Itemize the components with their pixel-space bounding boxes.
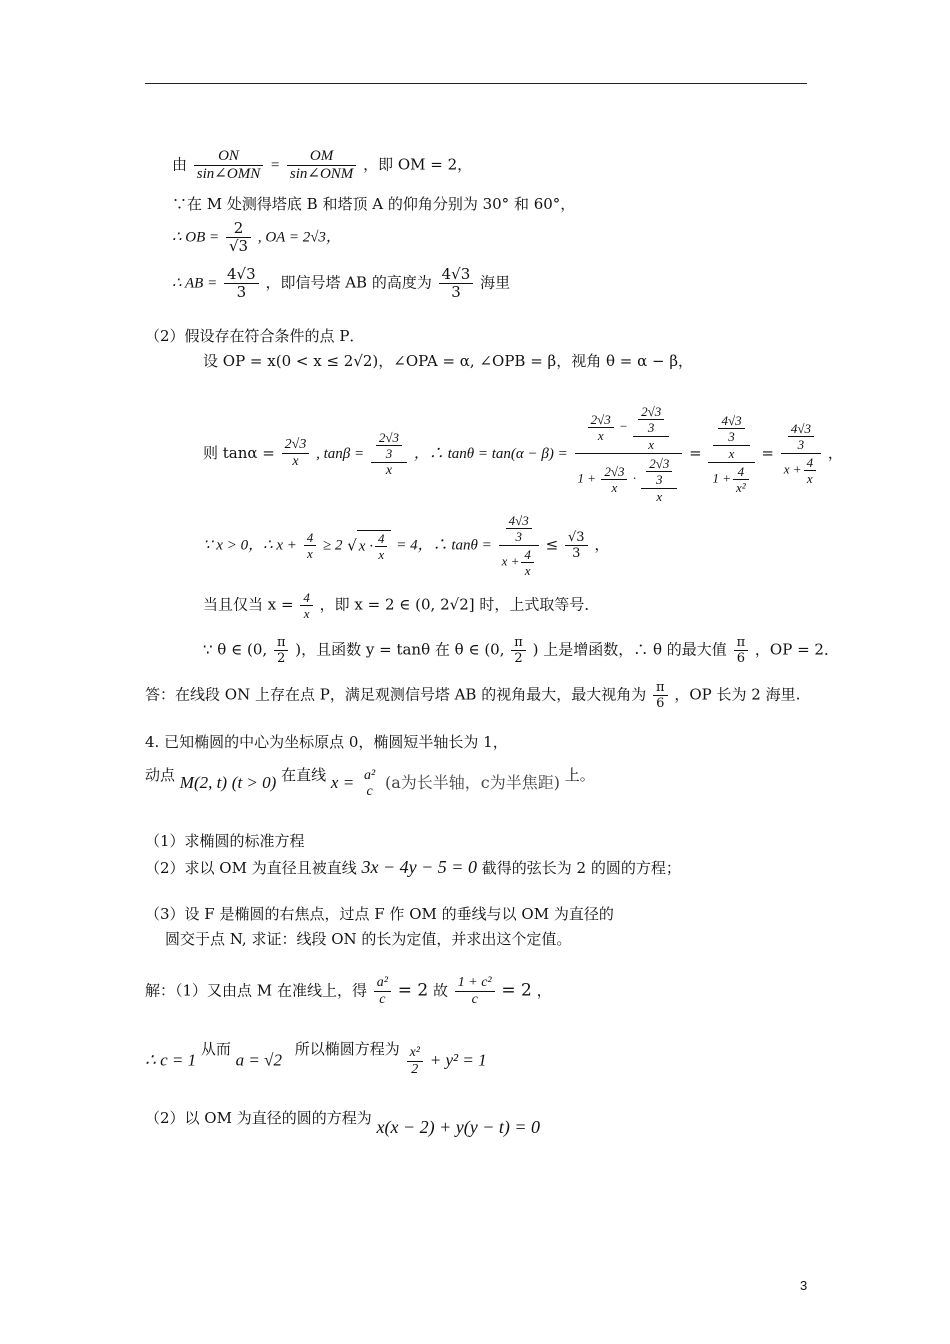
denominator: 3 [385,445,393,461]
text: = 2 [501,980,532,1001]
text: （2）求以 OM 为直径且被直线 [145,859,357,877]
text: , OA = 2√3， [257,229,341,246]
denominator: 2 [514,651,523,666]
numerator: 4√3 [506,513,532,529]
header-rule [145,83,807,84]
inner-fraction [376,430,402,461]
text: 1 + [712,470,731,486]
fraction [287,148,356,183]
numerator: a² [374,975,391,992]
numerator: 2√3 [601,464,627,480]
numerator: 4√3 [788,421,814,437]
s2-ineq-line [203,512,609,579]
fraction [499,512,539,579]
denominator: 3 [728,429,735,444]
fraction [653,680,668,711]
text: 则 tanα = [203,443,275,462]
q4-moving-line [145,768,595,800]
text: ，即信号塔 AB 的高度为 [265,273,432,292]
text: = [689,443,702,462]
fraction [300,590,313,621]
text: x + [783,461,802,477]
denominator: x [728,446,735,461]
s2-increasing-line [203,635,839,666]
denominator: sin∠ONM [289,166,354,182]
numerator: 4 [733,464,749,480]
text: 故 [432,981,448,1000]
text: ， [536,981,552,1000]
text: ，OP 长为 2 海里. [674,685,801,704]
text: 由 [172,155,188,174]
fraction [371,429,407,479]
s1-line3 [172,220,341,255]
fraction [282,437,310,470]
numerator: 4 [804,455,817,471]
text: = [761,443,774,462]
numerator: ON [194,148,263,166]
denominator: 3 [515,529,522,544]
s1-line1 [172,148,472,183]
text: ∵ x > 0，∴ x + [203,537,297,554]
numerator: 2√3 [638,404,664,420]
denominator: x [611,480,618,495]
denominator: x [597,428,604,443]
denominator: 2 [277,651,286,666]
inner-fraction [506,513,532,544]
numerator: 2√3 [282,437,310,454]
denominator: x [524,563,531,578]
text: ≤ [545,535,559,554]
text: ) 上是增函数，∴ θ 的最大值 [532,640,727,659]
denominator: 3 [797,437,805,452]
denominator: 2 [411,1062,419,1077]
big-fraction [575,402,683,505]
denominator: x² [735,480,746,495]
s1-line4 [172,266,510,301]
fraction [361,768,378,800]
s2-set-line: 设 OP = x(0 < x ≤ 2√2)，∠OPA = α, ∠OPB = β，视角 θ = α − β， [203,352,694,370]
denominator: 3 [647,420,655,435]
fraction [511,635,526,666]
numerator: √3 [565,530,588,546]
text: (a为长半轴，c为半焦距) [384,773,560,792]
denominator: x [303,606,310,621]
numerator: π [274,635,289,651]
denominator: x [648,437,655,452]
fraction [601,464,627,495]
text: − [619,418,628,434]
fraction [274,635,289,666]
inner-fraction [788,421,814,452]
q4-c-line [145,1039,487,1078]
numerator: 2 [226,220,251,238]
numerator: 4 [304,530,317,546]
text: ，即 OM = 2， [363,155,473,174]
text: x(x − 2) + y(y − t) = 0 [376,1117,541,1137]
numerator: 4 [521,547,534,563]
numerator: 1 + c² [455,975,495,992]
q4-solution-line [145,975,552,1008]
text: ， [827,443,843,462]
s2-tan-line [203,380,843,504]
denominator: c [379,992,386,1007]
text: ≥ 2 [322,537,343,554]
inner-fraction [646,456,672,487]
fraction [641,455,677,504]
text: 当且仅当 x = [203,595,294,614]
q4-title: 4. 已知椭圆的中心为坐标原点 0，椭圆短半轴长为 1， [145,733,508,751]
numerator: a² [363,768,376,783]
numerator: 4 [375,531,388,547]
text: 截得的弦长为 2 的圆的方程； [481,859,681,877]
text: ∵ θ ∈ (0, [203,640,268,659]
fraction [588,412,614,443]
fraction [226,220,251,255]
fraction [375,531,388,562]
inner-fraction [718,413,744,444]
fraction [708,411,754,496]
denominator: x [385,462,393,478]
page-number: 3 [800,1278,808,1293]
denominator: c [471,992,478,1007]
fraction [194,148,263,183]
q4-part3a: （3）设 F 是椭圆的右焦点，过点 F 作 OM 的垂线与以 OM 为直径的 [145,905,614,923]
text: 动点 [145,766,176,784]
denominator: 3 [572,546,581,561]
text: 从而 [200,1039,231,1058]
text: x = [330,773,355,792]
s1-line2: ∵在 M 处测得塔底 B 和塔顶 A 的仰角分别为 30° 和 60°， [172,195,576,213]
denominator: √3 [228,237,249,255]
q4-circle-line [145,1108,541,1137]
text: = 2 [397,980,429,1001]
text: 海里 [480,273,511,292]
text: ∴ c = 1 [145,1050,197,1070]
fraction [304,530,317,561]
sqrt: √ x · $\frac{4}{x}$ [347,530,391,562]
numerator: 2√3 [646,456,672,472]
text: = 4，∴ tanθ = [396,537,492,554]
fraction [733,464,749,495]
fraction [455,975,495,1008]
fraction [781,420,821,487]
text: ∴ OB = [172,229,220,246]
denominator: x [307,546,313,561]
fraction [521,547,534,578]
text: (t > 0) [231,773,277,792]
fraction [804,455,817,486]
text: , tanβ = [316,445,365,462]
fraction [565,530,588,561]
denominator: 6 [736,651,745,666]
text: （2）以 OM 为直径的圆的方程为 [145,1109,372,1127]
denominator: 3 [236,283,247,301]
text: )，且函数 y = tanθ 在 θ ∈ (0, [295,640,505,659]
fraction [407,1045,423,1078]
numerator: 2√3 [376,430,402,446]
denominator: x [292,454,299,469]
fraction [374,975,391,1008]
text: ，OP = 2． [754,640,839,659]
text: + y² = 1 [429,1050,487,1070]
text: = [269,157,281,174]
text: ， [594,535,610,554]
text: a = √2 [235,1050,282,1070]
denominator: x [806,471,813,486]
q4-part1: （1）求椭圆的标准方程 [145,832,305,850]
numerator: 2√3 [588,412,614,428]
denominator: 3 [451,283,461,301]
text: 上。 [564,766,595,784]
numerator: 4√3 [439,266,474,284]
text: x + [501,553,520,569]
denominator: c [366,784,373,799]
s2-head: （2）假设存在符合条件的点 P． [145,327,365,345]
q4-part3b: 圆交于点 N, 求证：线段 ON 的长为定值，并求出这个定值。 [165,930,572,948]
text: 3x − 4y − 5 = 0 [361,857,477,877]
fraction [734,635,749,666]
numerator: π [734,635,749,651]
text: 解：（1）又由点 M 在准线上，得 [145,981,367,1000]
denominator: sin∠OMN [196,166,261,182]
numerator: 4√3 [718,413,744,429]
fraction [224,266,259,301]
text: 在直线 [281,766,327,784]
numerator: x² [407,1045,423,1062]
s2-answer-line [145,680,800,711]
inner-fraction [713,412,749,461]
numerator: π [653,680,668,696]
q4-part2 [145,858,681,876]
denominator: 3 [656,472,663,487]
numerator: 4√3 [224,266,259,284]
text: 1 + [577,470,597,486]
numerator: π [511,635,526,651]
inner-fraction [638,404,664,435]
text: ∴ AB = [172,275,218,292]
denominator: x [378,546,385,562]
fraction [439,266,474,301]
text: x · [358,538,373,554]
text: ，即 x = 2 ∈ (0, 2√2] 时，上式取等号． [319,595,600,614]
denominator: x [656,489,663,504]
text: ，∴ tanθ = tan(α − β) = [413,445,568,462]
fraction [633,403,669,452]
text: · [632,470,636,486]
s2-equality-line [203,590,599,621]
text: 所以椭圆方程为 [294,1039,400,1058]
text: M(2, t) [179,773,228,792]
numerator: OM [287,148,356,166]
text: 答：在线段 ON 上存在点 P，满足观测信号塔 AB 的视角最大，最大视角为 [145,685,647,704]
numerator: 4 [300,590,313,606]
denominator: 6 [656,696,665,711]
